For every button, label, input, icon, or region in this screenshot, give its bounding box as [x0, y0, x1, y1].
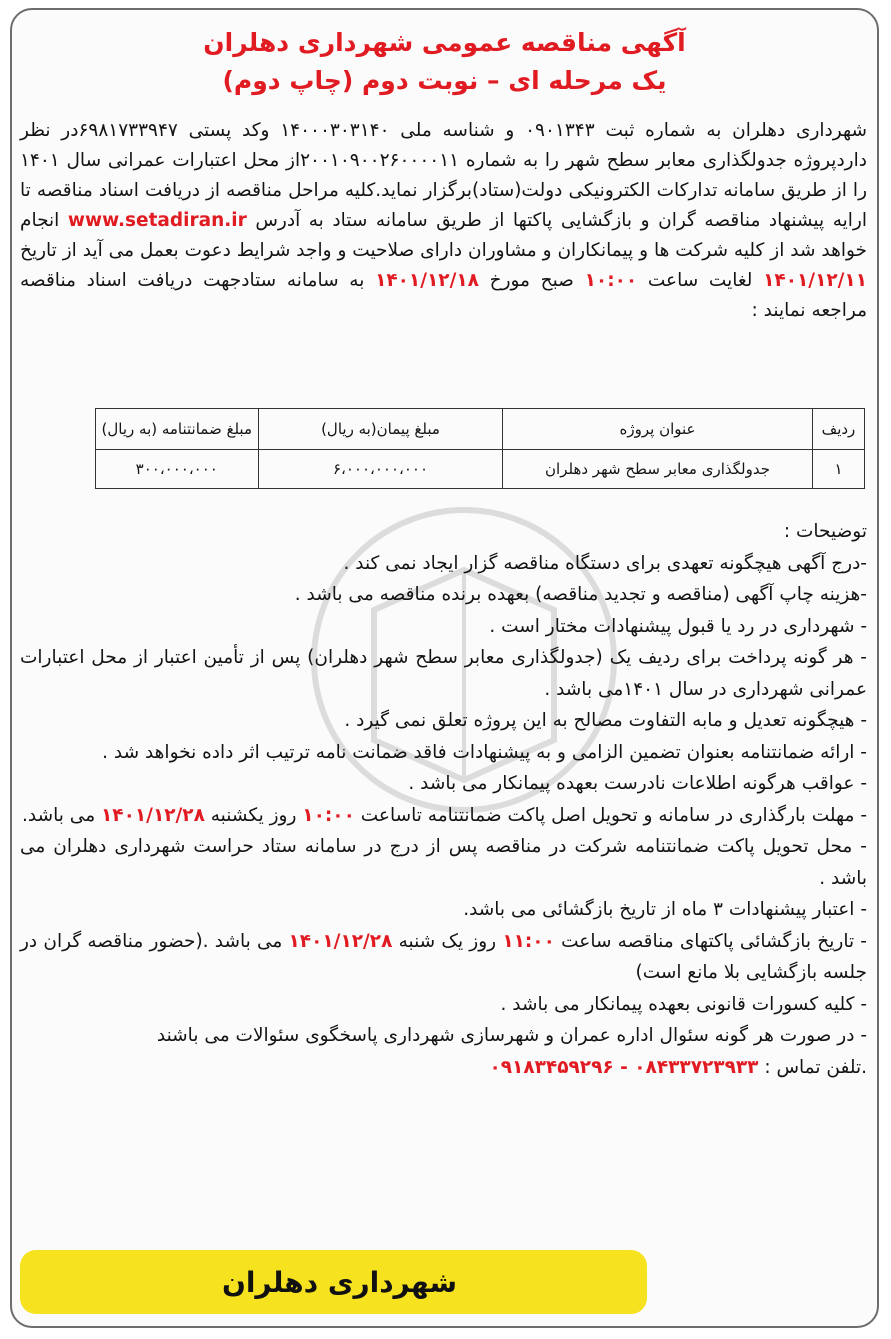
note-text: - مهلت بارگذاری در سامانه و تحویل اصل پاکت ضمانتنامه تاساعت: [360, 804, 867, 826]
opening-time: ۱۱:۰۰: [502, 930, 555, 952]
note-item-deadline: [20, 800, 867, 832]
municipality-name: شهرداری دهلران: [221, 1265, 457, 1299]
deadline-date: ۱۴۰۱/۱۲/۲۸: [101, 804, 205, 826]
cell-project-title: جدولگذاری معابر سطح شهر دهلران: [503, 450, 813, 489]
opening-date: ۱۴۰۱/۱۲/۲۸: [288, 930, 393, 952]
intro-text-5: به سامانه ستادجهت دریافت اسناد مناقصه مراجعه نمایند :: [20, 270, 867, 321]
note-text: روز یک شنبه: [398, 930, 497, 952]
note-item: - اعتبار پیشنهادات ۳ ماه از تاریخ بازگشائی می باشد.: [463, 899, 867, 920]
intro-text-2: انجام خواهد شد از کلیه شرکت ها و پیمانکاران و مشاوران دارای صلاحیت و واجد شرایط دعوت بعمل می آید از تاریخ: [20, 210, 867, 261]
header-project-title: عنوان پروژه: [503, 409, 813, 450]
note-text: - تاریخ بازگشائی پاکتهای مناقصه ساعت: [561, 930, 867, 952]
note-item: - هیچگونه تعدیل و مابه التفاوت مصالح به این پروژه تعلق نمی گیرد .: [344, 710, 867, 731]
ad-title: آگهی مناقصه عمومی شهرداری دهلران: [203, 28, 686, 57]
header-contract-amount: مبلغ پیمان(به ریال): [259, 409, 503, 450]
cell-contract-amount: ۶،۰۰۰،۰۰۰،۰۰۰: [259, 450, 503, 489]
table-header-row: [95, 409, 864, 450]
notes-section: [20, 516, 867, 1083]
intro-text-4: صبح مورخ: [489, 270, 574, 291]
tender-table: [95, 408, 865, 489]
note-item: - کلیه کسورات قانونی بعهده پیمانکار می باشد .: [500, 993, 867, 1015]
header-guarantee-amount: مبلغ ضمانتنامه (به ریال): [95, 409, 258, 450]
advertisement-frame: [10, 8, 879, 1328]
deadline-time: ۱۰:۰۰: [302, 804, 355, 826]
note-item: - عواقب هرگونه اطلاعات نادرست بعهده پیمانکار می باشد .: [408, 773, 867, 794]
note-item-opening: [20, 926, 867, 989]
table-row: [95, 450, 864, 489]
note-item: - شهرداری در رد یا قبول پیشنهادات مختار است .: [489, 615, 867, 637]
note-item: - محل تحویل پاکت ضمانتنامه شرکت در مناقصه پس از درج در سامانه ستاد حراست شهرداری دهلران می باشد .: [20, 836, 867, 889]
note-text: می باشد.: [22, 804, 96, 826]
ad-subtitle: یک مرحله ای – نوبت دوم (چاپ دوم): [222, 66, 667, 95]
note-text: می باشد .(حضور مناقصه گران در جلسه بازگشایی بلا مانع است): [20, 930, 867, 983]
phone-numbers[interactable]: ۰۸۴۳۳۷۲۳۹۳۳ - ۰۹۱۸۳۴۵۹۲۹۶: [489, 1056, 759, 1078]
date-from: ۱۴۰۱/۱۲/۱۱: [763, 270, 867, 291]
intro-text-3: لغایت ساعت: [647, 270, 753, 291]
contact-label: .تلفن تماس :: [764, 1056, 867, 1078]
note-item: - ارائه ضمانتنامه بعنوان تضمین الزامی و به پیشنهادات فاقد ضمانت نامه ترتیب اثر داده نخواهد شد .: [102, 741, 867, 763]
note-item: - در صورت هر گونه سئوال اداره عمران و شهرسازی شهرداری پاسخگوی سئوالات می باشند: [156, 1025, 867, 1046]
date-to: ۱۴۰۱/۱۲/۱۸: [375, 270, 479, 291]
note-text: روز یکشنبه: [210, 804, 297, 826]
intro-paragraph: [20, 116, 867, 326]
cell-row-number: ۱: [813, 450, 865, 489]
notes-heading: توضیحات :: [783, 521, 867, 542]
contact-line: [20, 1052, 867, 1084]
header-row-number: ردیف: [813, 409, 865, 450]
footer-band: [20, 1250, 647, 1314]
time-to: ۱۰:۰۰: [584, 270, 638, 291]
intro-text-1: شهرداری دهلران به شماره ثبت ۰۹۰۱۳۴۳ و شناسه ملی ۱۴۰۰۰۳۰۳۱۴۰ وکد پستی ۶۹۸۱۷۳۳۹۴۷در نظر داردپروژه جدولگذاری معابر سطح شهر را به شماره ۲۰۰۱۰۹۰۰۲۶۰۰۰۰۱۱از محل اعتبارات عمرانی سال ۱۴۰۱ را از طریق سامانه تدارکات الکترونیکی دولت(ستاد)برگزار نماید.کلیه مراحل مناقصه از دریافت اسناد مناقصه تا ارایه پیشنهاد مناقصه گران و بازگشایی پاکتها از طریق سامانه ستاد به آدرس: [20, 120, 867, 231]
note-item: -هزینه چاپ آگهی (مناقصه و تجدید مناقصه) بعهده برنده مناقصه می باشد .: [294, 584, 867, 605]
website-link[interactable]: www.setadiran.ir: [67, 210, 247, 231]
cell-guarantee-amount: ۳۰۰،۰۰۰،۰۰۰: [95, 450, 258, 489]
note-item: -درج آگهی هیچگونه تعهدی برای دستگاه مناقصه گزار ایجاد نمی کند .: [343, 552, 867, 574]
note-item: - هر گونه پرداخت برای ردیف یک (جدولگذاری معابر سطح شهر دهلران) پس از تأمین اعتبار از محل اعتبارات عمرانی شهرداری در سال ۱۴۰۱می باشد .: [20, 647, 867, 700]
